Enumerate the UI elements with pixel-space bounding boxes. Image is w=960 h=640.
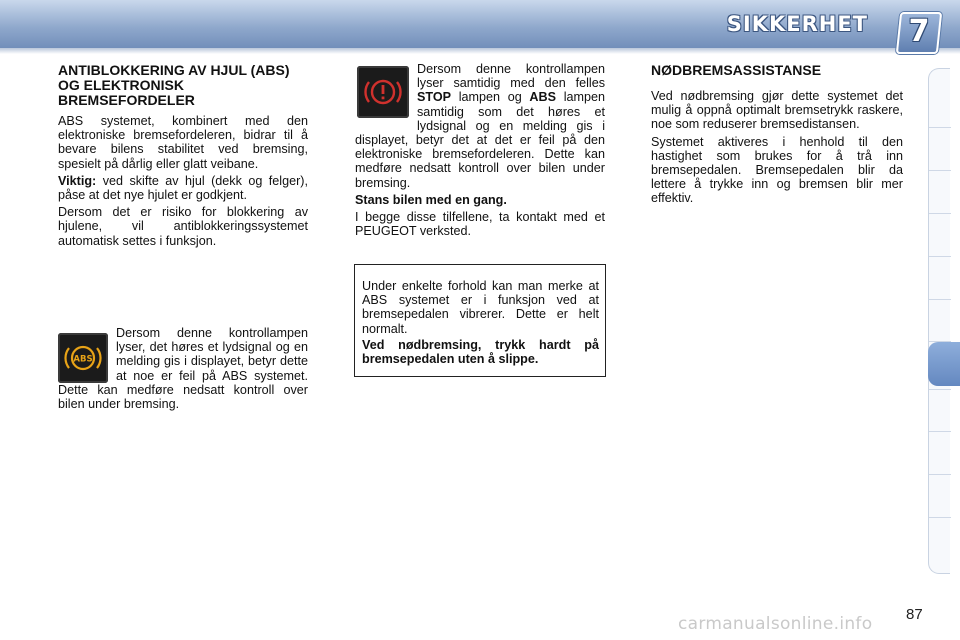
- watermark: carmanualsonline.info: [678, 614, 873, 634]
- tab-divider: [929, 127, 951, 128]
- brake-assist-paragraph-1: Ved nødbremsing gjør dette systemet det mulig å oppnå optimalt bremsetrykk raskere, noe som reduserer bremsedistansen.: [651, 89, 903, 132]
- abs-activation-paragraph: Dersom det er risiko for blokkering av hjulene, vil antiblokkeringssystemet automatisk settes i funksjon.: [58, 205, 308, 248]
- emergency-brake-assist-heading: NØDBREMSASSISTANSE: [651, 62, 822, 78]
- wheel-change-paragraph: [58, 174, 308, 202]
- right-column: [651, 63, 903, 209]
- wheel-change-text: ved skifte av hjul (dekk og felger), påse at det nye hjulet er godkjent.: [58, 173, 308, 203]
- left-column: [58, 63, 308, 251]
- tab-divider: [929, 431, 951, 432]
- tab-divider: [929, 299, 951, 300]
- icon-spacer: [58, 326, 116, 380]
- middle-column: [355, 62, 605, 241]
- tab-divider: [929, 474, 951, 475]
- abs-intro-paragraph: ABS systemet, kombinert med den elektroniske bremsefordeleren, bidrar til å bevare bilens stabilitet ved bremsing, spesielt på dårlig eller glatt veibane.: [58, 114, 308, 171]
- tab-divider: [929, 256, 951, 257]
- abs-label: ABS: [529, 90, 557, 105]
- abs-warning-text-block: [58, 326, 308, 414]
- abs-section-heading: ANTIBLOKKERING AV HJUL (ABS) OG ELEKTRONISK BREMSEFORDELER: [58, 62, 290, 108]
- stop-instruction: Stans bilen med en gang.: [355, 192, 507, 207]
- abs-warning-paragraph: Dersom denne kontrollampen lyser, det høres et lydsignal og en melding gis i displayet, betyr dette at noe er feil på ABS systemet. Dette kan medføre nedsatt kontroll over bilen under bremsing.: [58, 326, 308, 412]
- tab-divider: [929, 389, 951, 390]
- brake-warning-paragraph: Dersom denne kontrollampen lyser samtidig med den felles STOP lampen og ABS lampen samtidig som det høres et lydsignal og en melding gis i displayet, betyr det at det er feil på den elektroniske bremsefordeleren. Dette kan medføre nedsatt kontroll over bilen under bremsing.: [355, 62, 605, 190]
- chapter-number: 7: [908, 14, 930, 49]
- icon-spacer: [355, 62, 417, 132]
- brake-assist-paragraph-2: Systemet aktiveres i henhold til den hastighet som brukes for å trå inn bremsepedalen. Bremsepedalen blir da lettere å trykke inn og bremsen blir mer effektiv.: [651, 134, 903, 206]
- tab-divider: [929, 517, 951, 518]
- header-divider: [0, 48, 960, 54]
- tab-divider: [929, 213, 951, 214]
- abs-note-box: [354, 264, 606, 377]
- abs-note-paragraph: Under enkelte forhold kan man merke at ABS systemet er i funksjon ved at bremsepedalen vibrerer. Dette er helt normalt.: [362, 279, 599, 336]
- emergency-braking-note: Ved nødbremsing, trykk hardt på bremsepedalen uten å slippe.: [362, 337, 599, 367]
- important-label: Viktig:: [58, 173, 97, 188]
- page-number: 87: [906, 606, 923, 623]
- section-title: SIKKERHET: [726, 12, 868, 36]
- svg-text:ABS: ABS: [73, 354, 93, 365]
- tab-divider: [929, 170, 951, 171]
- stop-label: STOP: [417, 90, 452, 105]
- chapter-side-tabs: [928, 68, 950, 574]
- contact-workshop-paragraph: I begge disse tilfellene, ta kontakt med et PEUGEOT verksted.: [355, 210, 605, 239]
- side-tab-active-chapter[interactable]: [928, 342, 960, 386]
